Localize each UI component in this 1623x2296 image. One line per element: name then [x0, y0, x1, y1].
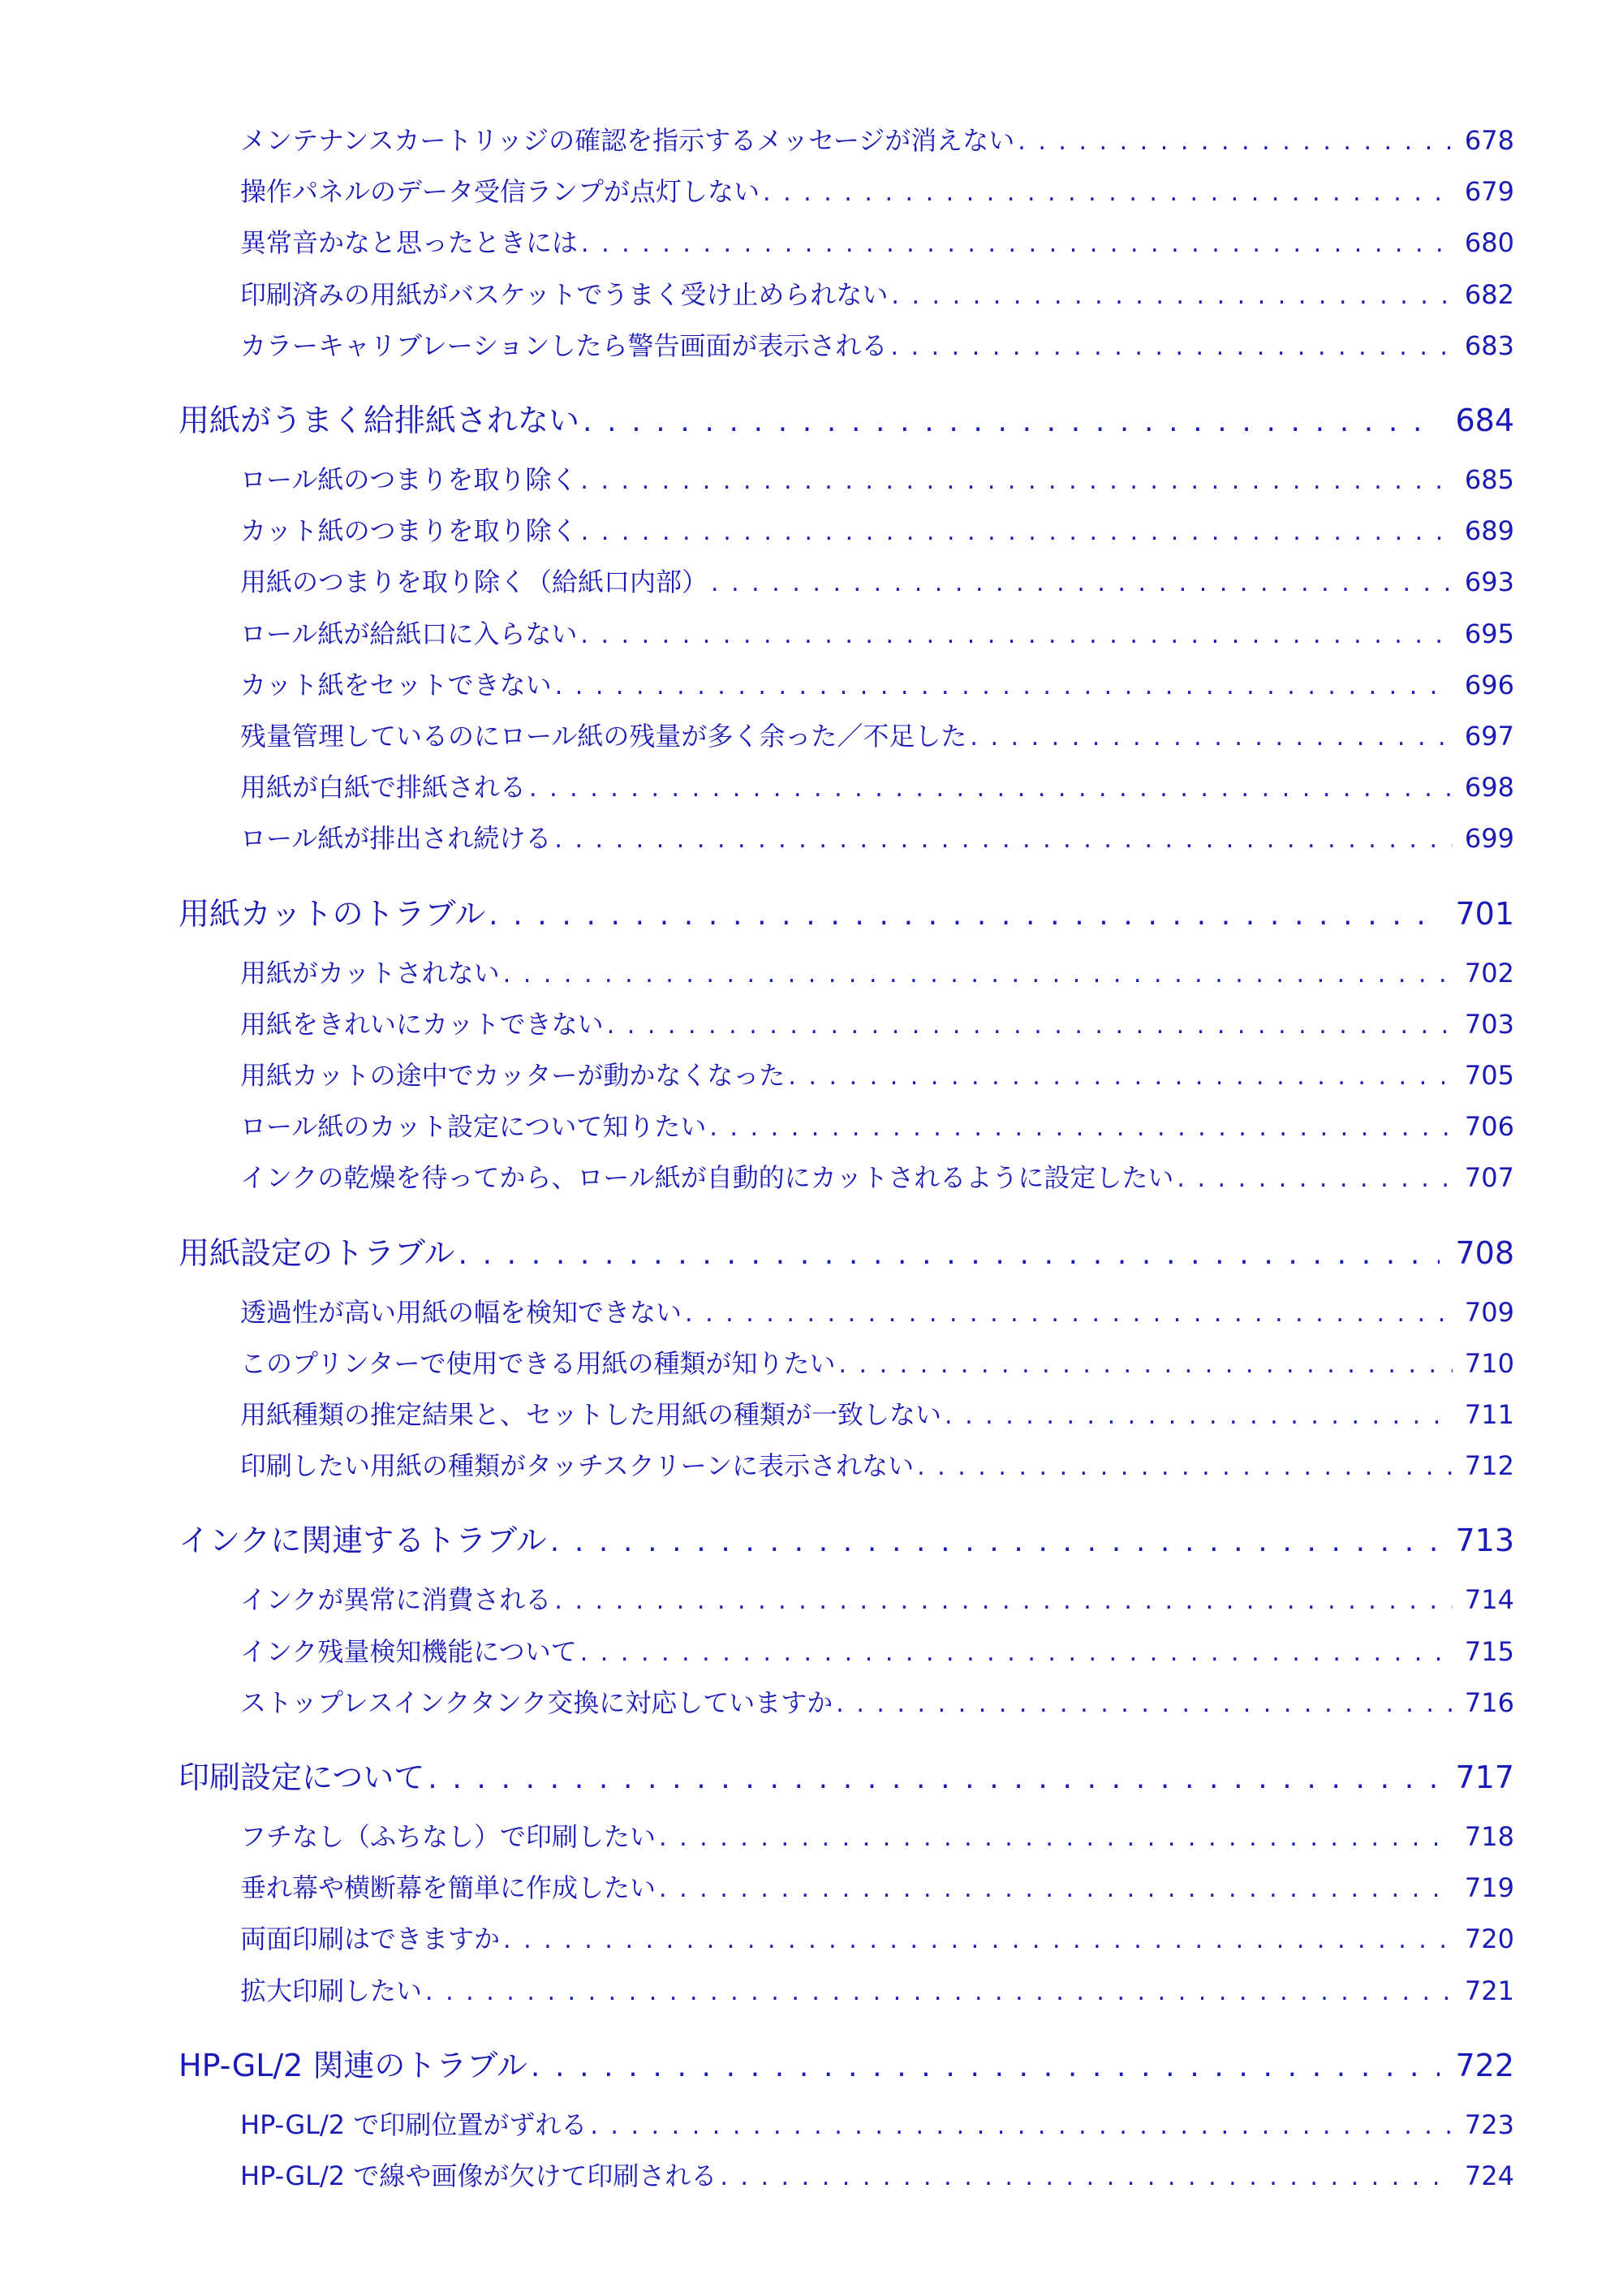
toc-page-number: 724: [1464, 2160, 1514, 2191]
toc-entry-title: 透過性が高い用紙の幅を検知できない: [240, 1296, 682, 1328]
toc-entry[interactable]: [240, 767, 1514, 803]
toc-entry-title: 用紙が白紙で排紙される: [240, 772, 527, 803]
toc-entry-title: 拡大印刷したい: [240, 1975, 423, 2006]
toc-entry-title: 用紙種類の推定結果と、セットした用紙の種類が一致しない: [240, 1399, 942, 1430]
toc-entry-title: 印刷設定について: [179, 1760, 425, 1793]
toc-entry[interactable]: [240, 171, 1514, 207]
toc-entry-title: HP-GL/2 で線や画像が欠けて印刷される: [240, 2160, 717, 2191]
toc-entry-title: フチなし（ふちなし）で印刷したい: [240, 1821, 657, 1852]
toc-entry[interactable]: [240, 1631, 1514, 1667]
toc-entry-title: HP-GL/2 関連のトラブル: [179, 2047, 527, 2081]
toc-entry[interactable]: [240, 1394, 1514, 1430]
toc-entry-title: インク残量検知機能について: [240, 1635, 577, 1667]
toc-page-number: 714: [1464, 1584, 1514, 1616]
toc-page-number: 723: [1464, 2109, 1514, 2140]
toc-page-number: 689: [1464, 515, 1514, 547]
toc-entry[interactable]: [240, 1867, 1514, 1903]
dot-leader: [550, 1525, 1440, 1556]
toc-page-number: 683: [1464, 330, 1514, 361]
toc-entry-title: 操作パネルのデータ受信ランプが点灯しない: [240, 176, 760, 208]
dot-leader: [580, 1639, 1453, 1667]
toc-page-number: 698: [1464, 772, 1514, 803]
toc-section-entry[interactable]: [179, 395, 1514, 436]
toc-entry-title: メンテナンスカートリッジの確認を指示するメッセージが消えない: [240, 125, 1015, 156]
dot-leader: [607, 1011, 1453, 1040]
dot-leader: [489, 898, 1440, 929]
toc-entry-title: ロール紙のつまりを取り除く: [240, 464, 578, 495]
dot-leader: [503, 1926, 1453, 1954]
toc-entry[interactable]: [240, 1106, 1514, 1142]
toc-page-number: 701: [1455, 895, 1514, 929]
toc-entry-title: インクが異常に消費される: [240, 1584, 552, 1616]
dot-leader: [554, 1587, 1453, 1615]
toc-entry-title: カラーキャリブレーションしたら警告画面が表示される: [240, 330, 888, 361]
toc-entry[interactable]: [240, 1682, 1514, 1718]
dot-leader: [1018, 127, 1453, 156]
toc-entry-title: ストップレスインクタンク交換に対応していますか: [240, 1686, 833, 1718]
toc-entry[interactable]: [240, 614, 1514, 649]
dot-leader: [659, 1824, 1453, 1852]
toc-entry[interactable]: [240, 2104, 1514, 2140]
toc-entry-title: インクに関連するトラブル: [179, 1523, 547, 1557]
toc-entry[interactable]: [240, 510, 1514, 546]
toc-entry-title: HP-GL/2 で印刷位置がずれる: [240, 2109, 588, 2140]
dot-leader: [685, 1299, 1453, 1328]
dot-leader: [580, 621, 1453, 649]
toc-entry[interactable]: [240, 953, 1514, 989]
dot-leader: [531, 2050, 1440, 2081]
toc-page-number: 717: [1455, 1760, 1514, 1793]
toc-page-number: 678: [1464, 125, 1514, 156]
toc-entry-title: 垂れ幕や横断幕を簡単に作成したい: [240, 1872, 657, 1904]
toc-page-number: 706: [1464, 1111, 1514, 1143]
toc-entry[interactable]: [240, 1579, 1514, 1615]
toc-entry[interactable]: [240, 1292, 1514, 1328]
toc-page-number: 709: [1464, 1296, 1514, 1328]
dot-leader: [838, 1350, 1453, 1379]
toc-page-number: 703: [1464, 1008, 1514, 1040]
toc-entry[interactable]: [240, 222, 1514, 258]
toc-page-number: 685: [1464, 464, 1514, 495]
toc-entry-title: ロール紙のカット設定について知りたい: [240, 1111, 707, 1143]
toc-entry-title: ロール紙が給紙口に入らない: [240, 618, 578, 649]
toc-page-number: 722: [1455, 2047, 1514, 2081]
toc-section-entry[interactable]: [179, 2040, 1514, 2081]
dot-leader: [836, 1690, 1453, 1718]
toc-entry-title: 用紙のつまりを取り除く（給紙口内部）: [240, 566, 708, 598]
toc-entry-title: このプリンターで使用できる用紙の種類が知りたい: [240, 1347, 836, 1379]
dot-leader: [428, 1762, 1440, 1793]
toc-entry[interactable]: [240, 1343, 1514, 1379]
dot-leader: [788, 1062, 1453, 1091]
toc-page-number: 693: [1464, 566, 1514, 598]
dot-leader: [659, 1875, 1453, 1903]
toc-entry[interactable]: [240, 818, 1514, 854]
toc-entry[interactable]: [240, 1157, 1514, 1193]
toc-page-number: 699: [1464, 823, 1514, 855]
toc-page-number: 721: [1464, 1975, 1514, 2006]
dot-leader: [425, 1978, 1453, 2006]
dot-leader: [583, 405, 1440, 436]
dot-leader: [890, 333, 1453, 361]
toc-page-number: 718: [1464, 1821, 1514, 1852]
toc-entry[interactable]: [240, 1971, 1514, 2006]
dot-leader: [529, 774, 1453, 803]
toc-entry[interactable]: [240, 459, 1514, 495]
dot-leader: [720, 2163, 1453, 2191]
toc-entry-title: ロール紙が排出され続ける: [240, 823, 552, 855]
toc-page-number: 715: [1464, 1635, 1514, 1667]
toc-page-number: 684: [1455, 403, 1514, 436]
toc-page-number: 713: [1455, 1523, 1514, 1557]
toc-page-number: 708: [1455, 1234, 1514, 1269]
toc-entry-title: インクの乾燥を待ってから、ロール紙が自動的にカットされるように設定したい: [240, 1162, 1174, 1194]
toc-entry-title: 両面印刷はできますか: [240, 1923, 501, 1955]
toc-entry[interactable]: [240, 325, 1514, 361]
toc-page-number: 697: [1464, 721, 1514, 752]
toc-page-number: 695: [1464, 618, 1514, 649]
toc-page-number: 696: [1464, 669, 1514, 700]
dot-leader: [590, 2112, 1453, 2140]
dot-leader: [1177, 1165, 1453, 1193]
toc-entry[interactable]: [240, 1004, 1514, 1040]
dot-leader: [503, 960, 1453, 989]
toc-entry-title: 用紙カットのトラブル: [179, 895, 486, 929]
toc-section-entry[interactable]: [179, 1752, 1514, 1793]
toc-page-number: 720: [1464, 1923, 1514, 1955]
dot-leader: [763, 179, 1453, 207]
dot-leader: [891, 282, 1453, 310]
dot-leader: [458, 1238, 1440, 1269]
toc-entry[interactable]: [240, 120, 1514, 156]
toc-page-number: 680: [1464, 227, 1514, 259]
toc-entry[interactable]: [240, 562, 1514, 597]
toc-entry[interactable]: [240, 1816, 1514, 1852]
dot-leader: [580, 467, 1453, 495]
dot-leader: [711, 569, 1453, 597]
toc-entry-title: 用紙カットの途中でカッターが動かなくなった: [240, 1060, 786, 1091]
toc-page-number: 716: [1464, 1686, 1514, 1718]
toc-entry-title: カット紙のつまりを取り除く: [240, 515, 578, 547]
toc-section-entry[interactable]: [179, 1515, 1514, 1556]
toc-entry[interactable]: [240, 716, 1514, 752]
toc-entry-title: 用紙設定のトラブル: [179, 1234, 455, 1269]
toc-entry[interactable]: [240, 2156, 1514, 2191]
toc-page-number: 711: [1464, 1399, 1514, 1430]
toc-page-number: 705: [1464, 1060, 1514, 1091]
toc-entry[interactable]: [240, 665, 1514, 700]
toc-entry-title: 用紙がカットされない: [240, 957, 500, 989]
toc-section-entry[interactable]: [179, 1228, 1514, 1269]
toc-page-number: 679: [1464, 176, 1514, 208]
dot-leader: [581, 518, 1453, 546]
dot-leader: [970, 723, 1453, 752]
toc-entry-title: 異常音かなと思ったときには: [240, 227, 579, 259]
toc-entry-title: 印刷済みの用紙がバスケットでうまく受け止められない: [240, 278, 889, 310]
dot-leader: [945, 1402, 1453, 1430]
dot-leader: [555, 672, 1453, 700]
toc-entry[interactable]: [240, 1445, 1514, 1481]
toc-page-number: 712: [1464, 1450, 1514, 1482]
dot-leader: [554, 825, 1453, 854]
toc-entry-title: 用紙がうまく給排紙されない: [179, 403, 580, 436]
dot-leader: [709, 1114, 1453, 1142]
toc-entry[interactable]: [240, 1055, 1514, 1091]
toc-page-number: 707: [1464, 1162, 1514, 1194]
toc-section-entry[interactable]: [179, 889, 1514, 929]
dot-leader: [581, 230, 1453, 258]
toc-entry-title: 用紙をきれいにカットできない: [240, 1008, 604, 1040]
dot-leader: [917, 1453, 1453, 1481]
toc-entry-title: 残量管理しているのにロール紙の残量が多く余った／不足した: [240, 721, 967, 752]
toc-page-number: 710: [1464, 1347, 1514, 1379]
toc-entry[interactable]: [240, 1919, 1514, 1954]
toc-entry[interactable]: [240, 274, 1514, 310]
toc-page-number: 682: [1464, 278, 1514, 310]
toc-entry-title: 印刷したい用紙の種類がタッチスクリーンに表示されない: [240, 1450, 915, 1482]
toc-page-number: 702: [1464, 957, 1514, 989]
toc-entry-title: カット紙をセットできない: [240, 669, 552, 700]
toc-page-number: 719: [1464, 1872, 1514, 1904]
